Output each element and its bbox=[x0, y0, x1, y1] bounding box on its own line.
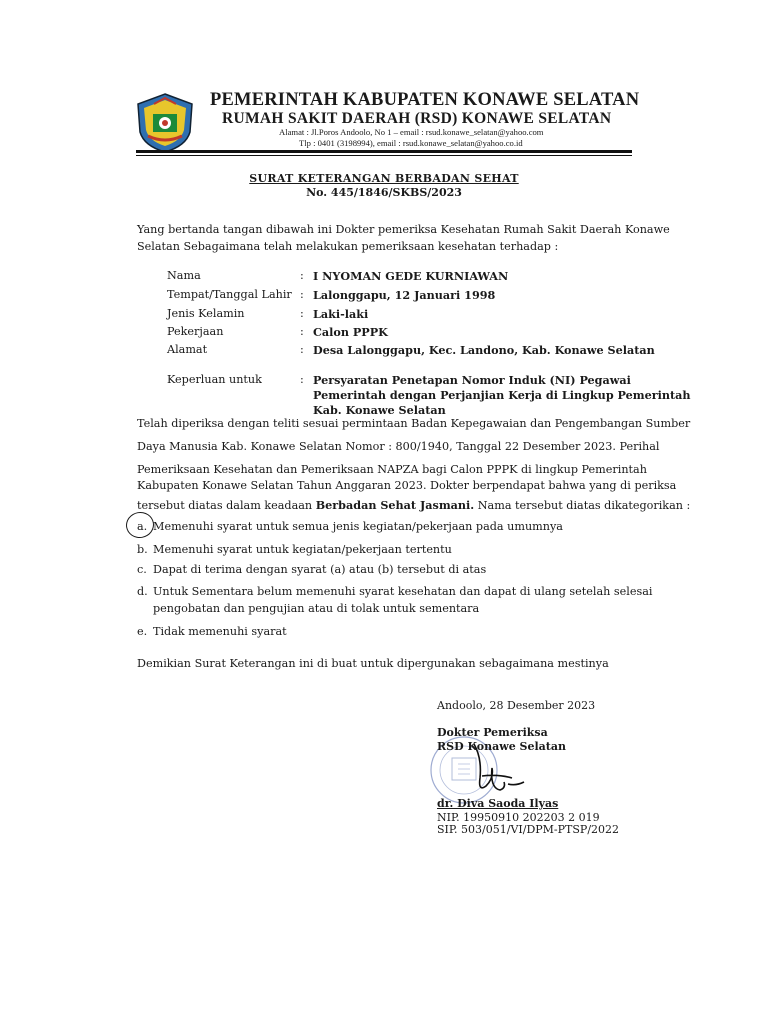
letterhead-phone: Tlp : 0401 (3198994), email : rsud.konawe_selatan@yahoo.co.id bbox=[299, 138, 523, 148]
purpose-line: Pemerintah dengan Perjanjian Kerja di Lingkup Pemerintah bbox=[313, 388, 691, 402]
letterhead-hospital: RUMAH SAKIT DAERAH (RSD) KONAWE SELATAN bbox=[222, 110, 612, 127]
category-text: Dapat di terima dengan syarat (a) atau (b) tersebut di atas bbox=[153, 563, 487, 576]
letterhead-divider bbox=[136, 150, 632, 153]
body-text: tersebut diatas dalam keadaan bbox=[137, 499, 316, 512]
category-text: Tidak memenuhi syarat bbox=[153, 625, 287, 638]
body-line-2: Daya Manusia Kab. Konawe Selatan Nomor : 800/1940, Tanggal 22 Desember 2023. Perihal bbox=[137, 440, 660, 453]
field-label: Alamat bbox=[167, 343, 208, 356]
category-marker: a. bbox=[137, 520, 148, 533]
body-line-1: Telah diperiksa dengan teliti sesuai permintaan Badan Kepegawaian dan Pengembangan Sumber bbox=[137, 417, 691, 430]
body-line-5 bbox=[137, 498, 690, 512]
field-value: Lalonggapu, 12 Januari 1998 bbox=[313, 288, 496, 302]
category-item-d-continued: pengobatan dan pengujian atau di tolak untuk sementara bbox=[153, 602, 480, 615]
letterhead-government: PEMERINTAH KABUPATEN KONAWE SELATAN bbox=[210, 90, 640, 110]
closing-statement: Demikian Surat Keterangan ini di buat untuk dipergunakan sebagaimana mestinya bbox=[137, 657, 609, 670]
category-marker: d. bbox=[137, 585, 148, 598]
purpose-line: Persyaratan Penetapan Nomor Induk (NI) Pegawai bbox=[313, 373, 631, 387]
field-colon: : bbox=[300, 288, 304, 301]
category-marker: e. bbox=[137, 625, 148, 638]
category-marker: c. bbox=[137, 563, 147, 576]
signer-sip: SIP. 503/051/VI/DPM-PTSP/2022 bbox=[437, 823, 620, 836]
letterhead-address: Alamat : Jl.Poros Andoolo, No 1 – email : rsud.konawe_selatan@yahoo.com bbox=[279, 127, 544, 137]
field-value: Laki-laki bbox=[313, 307, 369, 321]
document-title: SURAT KETERANGAN BERBADAN SEHAT bbox=[249, 172, 519, 185]
field-value: Calon PPPK bbox=[313, 325, 388, 339]
letterhead-divider-thin bbox=[136, 155, 632, 156]
signer-name: dr. Diva Saoda Ilyas bbox=[437, 797, 559, 810]
category-item-e bbox=[137, 625, 287, 638]
purpose-label: Keperluan untuk bbox=[167, 373, 262, 386]
field-label: Pekerjaan bbox=[167, 325, 224, 338]
body-text: Nama tersebut diatas dikategorikan : bbox=[474, 499, 691, 512]
field-label: Jenis Kelamin bbox=[167, 307, 245, 320]
category-marker: b. bbox=[137, 543, 148, 556]
category-text: Untuk Sementara belum memenuhi syarat kesehatan dan dapat di ulang setelah selesai bbox=[153, 585, 653, 598]
field-colon: : bbox=[300, 325, 304, 338]
category-item-a bbox=[137, 520, 563, 533]
intro-line-2: Selatan Sebagaimana telah melakukan pemeriksaan kesehatan terhadap : bbox=[137, 240, 559, 253]
intro-line-1: Yang bertanda tangan dibawah ini Dokter pemeriksa Kesehatan Rumah Sakit Daerah Konawe bbox=[137, 223, 670, 236]
category-item-c bbox=[137, 563, 486, 576]
regency-emblem-icon bbox=[134, 92, 196, 154]
field-value: I NYOMAN GEDE KURNIAWAN bbox=[313, 269, 509, 283]
signer-nip: NIP. 19950910 202203 2 019 bbox=[437, 811, 600, 824]
field-label: Nama bbox=[167, 269, 201, 282]
field-label: Tempat/Tanggal Lahir bbox=[167, 288, 292, 301]
field-colon: : bbox=[300, 269, 304, 282]
category-item-d bbox=[137, 585, 652, 598]
purpose-colon: : bbox=[300, 373, 304, 386]
body-line-4: Kabupaten Konawe Selatan Tahun Anggaran 2023. Dokter berpendapat bahwa yang di periksa bbox=[137, 479, 677, 492]
signature-role: Dokter Pemeriksa bbox=[437, 726, 548, 739]
health-verdict: Berbadan Sehat Jasmani. bbox=[315, 498, 475, 512]
document-number: No. 445/1846/SKBS/2023 bbox=[306, 186, 462, 199]
field-value: Desa Lalonggapu, Kec. Landono, Kab. Konawe Selatan bbox=[313, 343, 655, 357]
body-line-3: Pemeriksaan Kesehatan dan Pemeriksaan NAPZA bagi Calon PPPK di lingkup Pemerintah bbox=[137, 463, 647, 476]
signature-unit: RSD Konawe Selatan bbox=[437, 740, 566, 753]
purpose-value bbox=[313, 373, 691, 418]
category-item-b bbox=[137, 543, 452, 556]
category-text: Memenuhi syarat untuk kegiatan/pekerjaan tertentu bbox=[153, 543, 452, 556]
signature-place-date: Andoolo, 28 Desember 2023 bbox=[437, 699, 596, 712]
field-colon: : bbox=[300, 343, 304, 356]
category-text: Memenuhi syarat untuk semua jenis kegiatan/pekerjaan pada umumnya bbox=[153, 520, 563, 533]
field-colon: : bbox=[300, 307, 304, 320]
purpose-line: Kab. Konawe Selatan bbox=[313, 403, 446, 417]
